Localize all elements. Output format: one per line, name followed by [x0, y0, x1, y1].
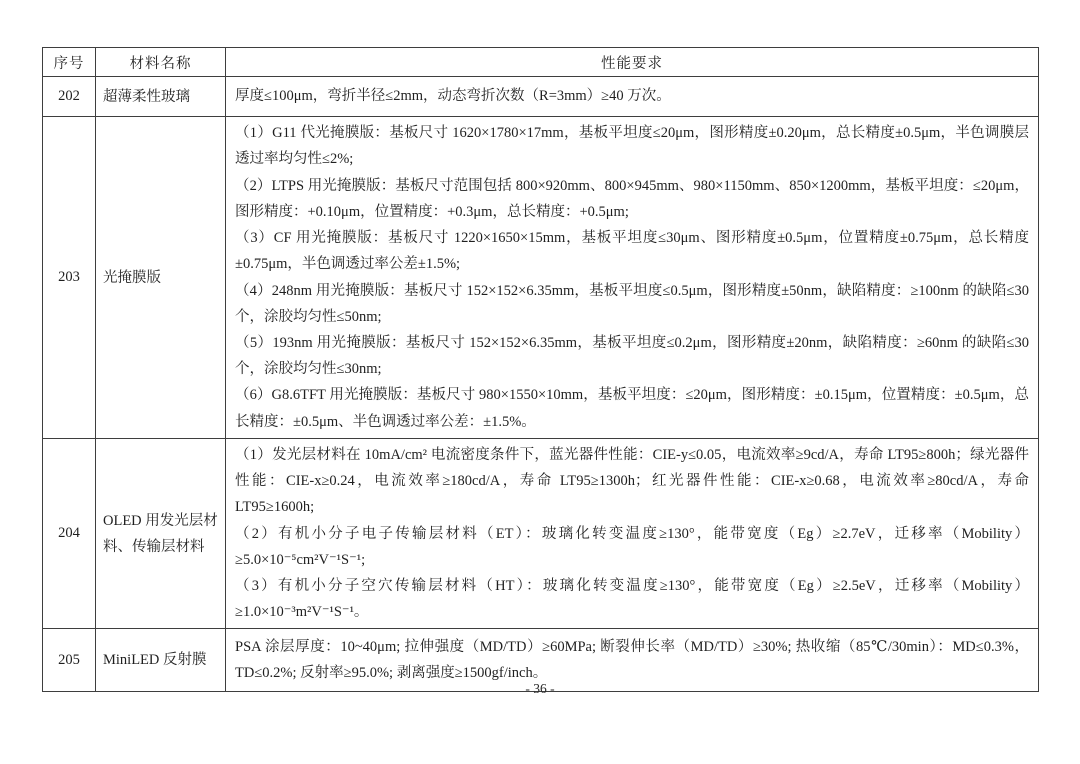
column-header-requirement: 性能要求 [226, 48, 1039, 77]
table-header-row [43, 48, 1039, 77]
requirement-paragraph: （5）193nm 用光掩膜版：基板尺寸 152×152×6.35mm，基板平坦度≤0.2μm，图形精度±20nm，缺陷精度：≥60nm 的缺陷≤30 个，涂胶均匀性≤30nm; [235, 334, 1029, 378]
requirement-paragraph: （3）有机小分子空穴传输层材料（HT）：玻璃化转变温度≥130°，能带宽度（Eg）≥2.5eV，迁移率（Mobility）≥1.0×10⁻³m²V⁻¹S⁻¹。 [235, 578, 1029, 621]
row-no: 202 [43, 77, 96, 117]
column-header-no: 序号 [43, 48, 96, 77]
requirement-paragraph: （3）CF 用光掩膜版：基板尺寸 1220×1650×15mm，基板平坦度≤30μm、图形精度±0.5μm，位置精度±0.75μm，总长精度±0.75μm，半色调透过率公差±1.5%; [235, 230, 1029, 273]
table-row [43, 439, 1039, 629]
row-no: 204 [43, 439, 96, 629]
requirement-paragraph: PSA 涂层厚度：10~40μm; 拉伸强度（MD/TD）≥60MPa; 断裂伸长率（MD/TD）≥30%; 热收缩（85℃/30min）：MD≤0.3%，TD≤0.2%; 反射率≥95.0%; 剥离强度≥1500gf/inch。 [235, 639, 1029, 682]
requirement-paragraph: 厚度≤100μm，弯折半径≤2mm，动态弯折次数（R=3mm）≥40 万次。 [235, 88, 671, 105]
row-material-name: 光掩膜版 [96, 117, 226, 439]
requirement-paragraph: （2）有机小分子电子传输层材料（ET）：玻璃化转变温度≥130°，能带宽度（Eg）≥2.7eV，迁移率（Mobility）≥5.0×10⁻⁵cm²V⁻¹S⁻¹; [235, 525, 1029, 568]
row-material-name: OLED 用发光层材料、传输层材料 [96, 439, 226, 629]
requirement-paragraph: （4）248nm 用光掩膜版：基板尺寸 152×152×6.35mm，基板平坦度≤0.5μm，图形精度±50nm，缺陷精度：≥100nm 的缺陷≤30 个，涂胶均匀性≤50nm; [235, 282, 1029, 325]
materials-spec-table [42, 47, 1039, 692]
table-row [43, 117, 1039, 439]
requirement-paragraph: （1）发光层材料在 10mA/cm² 电流密度条件下，蓝光器件性能：CIE-y≤0.05，电流效率≥9cd/A，寿命 LT95≥800h；绿光器件性能：CIE-x≥0.24，电流效率≥180cd/A，寿命 LT95≥1300h；红光器件性能：CIE-x≥0.68，电流效率≥80cd/A，寿命 LT95≥1600h; [235, 447, 1029, 516]
row-requirement [226, 77, 1039, 117]
requirement-paragraph: （1）G11 代光掩膜版：基板尺寸 1620×1780×17mm，基板平坦度≤20μm，图形精度±0.20μm，总长精度±0.5μm，半色调膜层透过率均匀性≤2%; [235, 125, 1029, 168]
row-no: 205 [43, 629, 96, 692]
page-number: - 36 - [525, 681, 555, 696]
row-requirement [226, 117, 1039, 439]
requirement-paragraph: （2）LTPS 用光掩膜版：基板尺寸范围包括 800×920mm、800×945mm、980×1150mm、850×1200mm，基板平坦度：≤20μm，图形精度：+0.10μm，位置精度：+0.3μm，总长精度：+0.5μm; [235, 177, 1029, 220]
column-header-material: 材料名称 [96, 48, 226, 77]
row-requirement [226, 439, 1039, 629]
requirement-paragraph: （6）G8.6TFT 用光掩膜版：基板尺寸 980×1550×10mm，基板平坦度：≤20μm，图形精度：±0.15μm，位置精度：±0.5μm，总长精度：±0.5μm、半色调透过率公差：±1.5%。 [235, 387, 1029, 430]
row-no: 203 [43, 117, 96, 439]
table-row [43, 77, 1039, 117]
row-material-name: 超薄柔性玻璃 [96, 77, 226, 117]
row-material-name: MiniLED 反射膜 [96, 629, 226, 692]
